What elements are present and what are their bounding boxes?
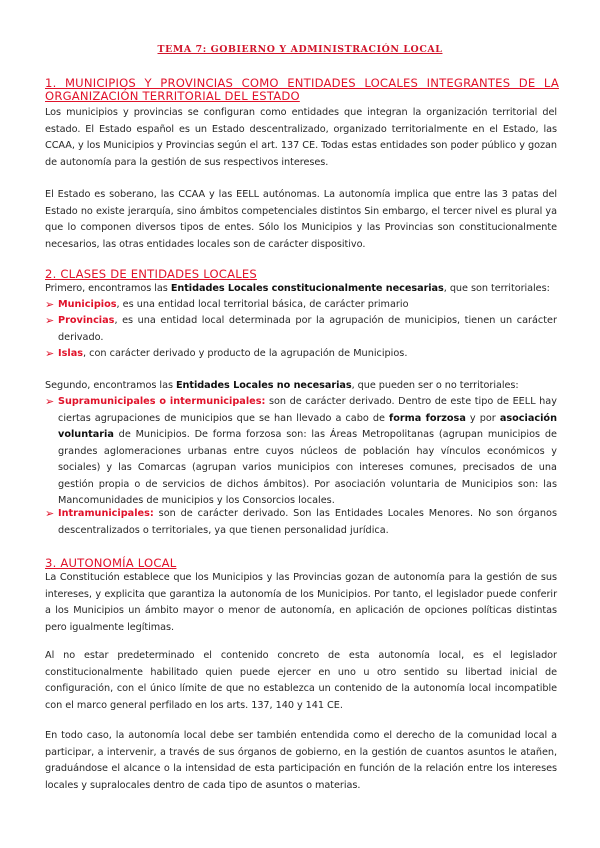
section-3-paragraph-3: En todo caso, la autonomía local debe ser también entendida como el derecho de la comunidad local a participar, a intervenir, a través de sus órganos de gobierno, en la gestión de cuantos asuntos le atañen, graduándose el alcance o la intensidad de esta participación en función de la relación entre los intereses locales y supralocales dentro de cada tipo de asuntos o materias. <box>45 730 557 791</box>
non-necessary-entities-term: Entidades Locales no necesarias <box>175 380 352 391</box>
list-item-intramunicipales: ➢ Intramunicipales: son de carácter derivado. Son las Entidades Locales Menores. No son órganos descentralizados o territoriales, ya que tienen personalidad jurídica. <box>45 507 557 536</box>
section-1-heading: 1. MUNICIPIOS Y PROVINCIAS COMO ENTIDADES LOCALES INTEGRANTES DE LA ORGANIZACIÓN TERRITORIAL DEL ESTADO <box>45 76 559 103</box>
section-2-intro-1: Primero, encontramos las Entidades Locales constitucionalmente necesarias, que son territoriales: <box>45 283 550 294</box>
arrow-bullet-icon: ➢ <box>45 507 55 520</box>
section-3-heading: 3. AUTONOMÍA LOCAL <box>45 556 177 570</box>
arrow-bullet-icon: ➢ <box>45 314 55 327</box>
necessary-entities-term: Entidades Locales constitucionalmente necesarias <box>170 283 444 294</box>
arrow-bullet-icon: ➢ <box>45 298 55 311</box>
section-2-heading: 2. CLASES DE ENTIDADES LOCALES <box>45 267 257 281</box>
list-item-municipios: ➢ Municipios, es una entidad local territorial básica, de carácter primario <box>45 297 557 314</box>
arrow-bullet-icon: ➢ <box>45 395 55 408</box>
section-1-paragraph-1: Los municipios y provincias se configuran como entidades que integran la organización territorial del estado. El Estado español es un Estado descentralizado, organizado territorialmente en el Estado, las CCAA, y los Municipios y Provincias según el art. 137 CE. Todas estas entidades son poder público y gozan de autonomía para la gestión de sus respectivos intereses. <box>45 107 557 168</box>
section-2-intro-2: Segundo, encontramos las Entidades Locales no necesarias, que pueden ser o no territoriales: <box>45 380 519 391</box>
section-3-paragraph-2: Al no estar predeterminado el contenido concreto de esta autonomía local, es el legislador constitucionalmente habilitado quien puede ejercer en uno u otro sentido su libertad inicial de configuración, con el único límite de que no establezca un contenido de la autonomía local incompatible con el marco general perfilado en los arts. 137, 140 y 141 CE. <box>45 650 557 711</box>
document-title: TEMA 7: GOBIERNO Y ADMINISTRACIÓN LOCAL <box>157 44 443 55</box>
list-item-islas: ➢ Islas, con carácter derivado y producto de la agrupación de Municipios. <box>45 346 557 363</box>
list-item-provincias: ➢ Provincias, es una entidad local determinada por la agrupación de municipios, tienen un carácter derivado. <box>45 314 557 343</box>
section-3-paragraph-1: La Constitución establece que los Municipios y las Provincias gozan de autonomía para la gestión de sus intereses, y explicita que garantiza la autonomía de los Municipios. Por tanto, el legislador puede conferir a los Municipios un ámbito mayor o menor de autonomía, en aplicación de opciones políticas distintas pero igualmente legítimas. <box>45 572 557 633</box>
section-1-paragraph-2: El Estado es soberano, las CCAA y las EELL autónomas. La autonomía implica que entre las 3 patas del Estado no existe jerarquía, sino ámbitos competenciales distintos Sin embargo, el tercer nivel es plural ya que lo componen diversos tipos de entes. Sólo los Municipios y las Provincias son constitucionalmente necesarios, las otras entidades locales son de carácter dispositivo. <box>45 189 557 250</box>
list-item-supramunicipales: ➢ Supramunicipales o intermunicipales: son de carácter derivado. Dentro de este tipo de EELL hay ciertas agrupaciones de municipios que se han llevado a cabo de forma forzosa y por asociación voluntaria de Municipios. De forma forzosa son: las Áreas Metropolitanas (agrupan municipios de grandes aglomeraciones urbanas entre cuyos núcleos de población hay vínculos económicos y sociales) y las Comarcas (agrupan varios municipios con intereses comunes, precisados de una gestión propia o de servicios de dichos ámbitos). Por asociación voluntaria de Municipios son: las Mancomunidades de municipios y los Consorcios locales. <box>45 395 557 506</box>
arrow-bullet-icon: ➢ <box>45 347 55 360</box>
